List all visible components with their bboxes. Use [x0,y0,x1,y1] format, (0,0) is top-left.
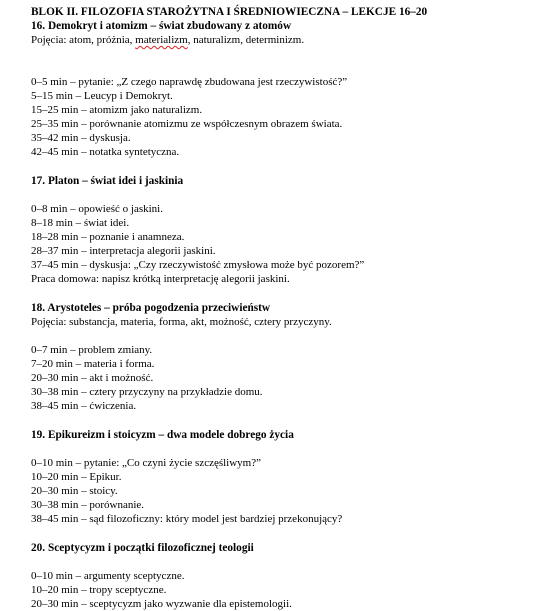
lesson-16-item: 0–5 min – pytanie: „Z czego naprawdę zbudowana jest rzeczywistość?” [31,76,348,88]
lesson-18-title: 18. Arystoteles – próba pogodzenia przeciwieństw [31,302,271,314]
lesson-18-item: 38–45 min – ćwiczenia. [31,400,137,412]
document-page [31,6,521,611]
lesson-19-title: 19. Epikureizm i stoicyzm – dwa modele dobrego życia [31,429,294,441]
lesson-19-item: 20–30 min – stoicy. [31,485,118,497]
lesson-18-item: 7–20 min – materia i forma. [31,358,155,370]
lesson-18-concepts: Pojęcia: substancja, materia, forma, akt, możność, cztery przyczyny. [31,316,332,328]
lesson-20-item: 20–30 min – sceptycyzm jako wyzwanie dla epistemologii. [31,598,292,610]
block-title: BLOK II. FILOZOFIA STAROŻYTNA I ŚREDNIOWIECZNA – LEKCJE 16–20 [31,6,428,18]
lesson-19-item: 38–45 min – sąd filozoficzny: który model jest bardziej przekonujący? [31,513,343,525]
lesson-17-item: 28–37 min – interpretacja alegorii jaskini. [31,245,216,257]
lesson-17-item: 18–28 min – poznanie i anamneza. [31,231,185,243]
lesson-16-item: 42–45 min – notatka syntetyczna. [31,146,180,158]
misspelled-word[interactable]: materializm [135,34,188,46]
lesson-19-item: 30–38 min – porównanie. [31,499,145,511]
lesson-16-item: 25–35 min – porównanie atomizmu ze współczesnym obrazem świata. [31,118,343,130]
lesson-17-item: 37–45 min – dyskusja: „Czy rzeczywistość zmysłowa może być pozorem?” [31,259,365,271]
lesson-18-item: 20–30 min – akt i możność. [31,372,154,384]
lesson-16-item: 35–42 min – dyskusja. [31,132,131,144]
lesson-16-title: 16. Demokryt i atomizm – świat zbudowany z atomów [31,20,292,32]
lesson-20-title: 20. Sceptycyzm i początki filozoficznej teologii [31,542,254,554]
lesson-19-item: 0–10 min – pytanie: „Co czyni życie szczęśliwym?” [31,457,262,469]
lesson-17-item: 8–18 min – świat idei. [31,217,130,229]
lesson-16-item: 15–25 min – atomizm jako naturalizm. [31,104,203,116]
lesson-20-item: 10–20 min – tropy sceptyczne. [31,584,167,596]
lesson-19-item: 10–20 min – Epikur. [31,471,122,483]
lesson-17-title: 17. Platon – świat idei i jaskinia [31,175,184,187]
lesson-18-item: 0–7 min – problem zmiany. [31,344,153,356]
lesson-17-item: 0–8 min – opowieść o jaskini. [31,203,163,215]
lesson-18-item: 30–38 min – cztery przyczyny na przykładzie domu. [31,386,263,398]
lesson-17-homework: Praca domowa: napisz krótką interpretację alegorii jaskini. [31,273,290,285]
lesson-16-concepts: Pojęcia: atom, próżnia, materializm, naturalizm, determinizm. [31,34,305,46]
lesson-20-item: 0–10 min – argumenty sceptyczne. [31,570,185,582]
lesson-16-item: 5–15 min – Leucyp i Demokryt. [31,90,173,102]
